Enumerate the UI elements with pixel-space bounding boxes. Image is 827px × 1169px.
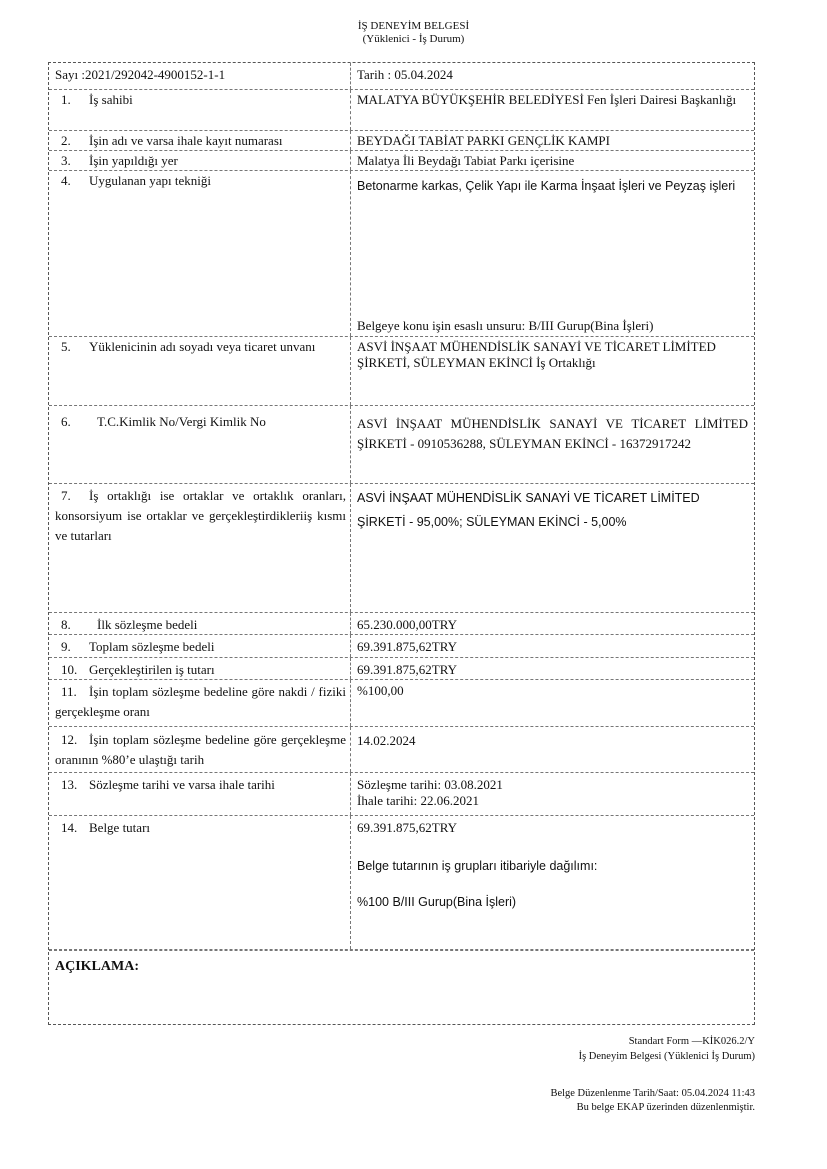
row-label: İlk sözleşme bedeli (97, 617, 198, 632)
row-label: Uygulanan yapı tekniği (89, 173, 212, 188)
row-tax-id (49, 406, 754, 484)
row-label: İşin yapıldığı yer (89, 153, 178, 168)
row-value: MALATYA BÜYÜKŞEHİR BELEDİYESİ Fen İşleri Dairesi Başkanlığı (357, 92, 737, 107)
row-partnership (49, 484, 754, 613)
row-value: 14.02.2024 (357, 733, 416, 748)
row-number: 14. (61, 820, 78, 835)
document-title: İŞ DENEYİM BELGESİ (357, 20, 470, 32)
row-total-contract-price (49, 635, 754, 658)
explanation-heading: AÇIKLAMA: (55, 959, 139, 974)
row-contractor-name (49, 337, 754, 406)
row-number: 12. (61, 732, 78, 747)
row-realized-amount (49, 658, 754, 680)
row-contract-dates (49, 773, 754, 816)
row-number: 4. (61, 173, 71, 188)
row-value: 69.391.875,62TRY (357, 662, 458, 677)
row-label: T.C.Kimlik No/Vergi Kimlik No (97, 414, 266, 429)
row-value: ASVİ İNŞAAT MÜHENDİSLİK SANAYİ VE TİCARET LİMİTED ŞİRKETİ, SÜLEYMAN EKİNCİ İş Ortaklığı (357, 339, 716, 370)
row-label: Sözleşme tarihi ve varsa ihale tarihi (89, 777, 275, 792)
row-initial-contract-price (49, 613, 754, 635)
row-employer (49, 90, 754, 131)
row-work-name (49, 131, 754, 151)
row-eighty-percent-date (49, 727, 754, 773)
row-value: 65.230.000,00TRY (357, 617, 458, 632)
row-value: Malatya İli Beydağı Tabiat Parkı içerisine (357, 153, 575, 168)
row-number: 8. (61, 617, 71, 632)
row-value: ASVİ İNŞAAT MÜHENDİSLİK SANAYİ VE TİCARET LİMİTED ŞİRKETİ - 95,00%; SÜLEYMAN EKİNCİ - 5,00% (357, 491, 700, 529)
row-label: Belge tutarı (89, 820, 151, 835)
contract-date: Sözleşme tarihi: 03.08.2021 (357, 777, 503, 792)
form-code: Standart Form —KİK026.2/Y (628, 1036, 755, 1047)
header-row (49, 63, 754, 90)
row-label: İş sahibi (89, 92, 133, 107)
row-value: %100,00 (357, 683, 404, 698)
row-value: 69.391.875,62TRY (357, 639, 458, 654)
row-number: 1. (61, 92, 71, 107)
row-label: İşin toplam sözleşme bedeline göre nakdi / fiziki gerçekleşme oranı (55, 684, 346, 719)
row-number: 5. (61, 339, 71, 354)
document-date: Tarih : 05.04.2024 (357, 67, 453, 82)
row-number: 9. (61, 639, 71, 654)
row-label: Gerçekleştirilen iş tutarı (89, 662, 215, 677)
form-name: İş Deneyim Belgesi (Yüklenici İş Durum) (578, 1051, 755, 1062)
explanation-section (49, 950, 754, 1026)
created-timestamp: Belge Düzenlenme Tarih/Saat: 05.04.2024 11:43 (550, 1088, 755, 1099)
tender-date: İhale tarihi: 22.06.2021 (357, 793, 480, 808)
row-construction-technique (49, 171, 754, 337)
distribution-label: Belge tutarının iş grupları itibariyle dağılımı: (357, 859, 598, 873)
row-label: İşin toplam sözleşme bedeline göre gerçekleşme oranının %80’e ulaştığı tarih (55, 732, 346, 767)
row-value: BEYDAĞI TABİAT PARKI GENÇLİK KAMPI (357, 133, 610, 148)
document-number: Sayı :2021/292042-4900152-1-1 (49, 63, 351, 89)
row-label: İş ortaklığı ise ortaklar ve ortaklık oranları, konsorsiyum ise ortaklar ve gerçekleştirdikleriiş kısmı ve tutarları (55, 488, 346, 543)
ekap-note: Bu belge EKAP üzerinden düzenlenmiştir. (576, 1102, 755, 1113)
row-certificate-amount (49, 816, 754, 950)
row-value: ASVİ İNŞAAT MÜHENDİSLİK SANAYİ VE TİCARET LİMİTED ŞİRKETİ - 0910536288, SÜLEYMAN EKİNCİ - 16372917242 (357, 416, 748, 451)
row-number: 2. (61, 133, 71, 148)
row-label: İşin adı ve varsa ihale kayıt numarası (89, 133, 283, 148)
certificate-amount-value: 69.391.875,62TRY (357, 820, 458, 835)
row-number: 3. (61, 153, 71, 168)
document-subtitle: (Yüklenici - İş Durum) (362, 33, 465, 45)
certificate-form (48, 62, 755, 1025)
row-label: Yüklenicinin adı soyadı veya ticaret unvanı (89, 339, 316, 354)
row-work-location (49, 151, 754, 171)
row-label: Toplam sözleşme bedeli (89, 639, 215, 654)
distribution-value: %100 B/III Gurup(Bina İşleri) (357, 895, 517, 909)
row-number: 11. (61, 684, 77, 699)
row-number: 13. (61, 777, 78, 792)
row-number: 7. (61, 488, 71, 503)
row-number: 6. (61, 414, 71, 429)
row-value: Betonarme karkas, Çelik Yapı ile Karma İnşaat İşleri ve Peyzaş işleri (357, 179, 736, 193)
row-extra: Belgeye konu işin esaslı unsuru: B/III Gurup(Bina İşleri) (357, 318, 654, 333)
row-realization-rate (49, 680, 754, 727)
row-number: 10. (61, 662, 78, 677)
